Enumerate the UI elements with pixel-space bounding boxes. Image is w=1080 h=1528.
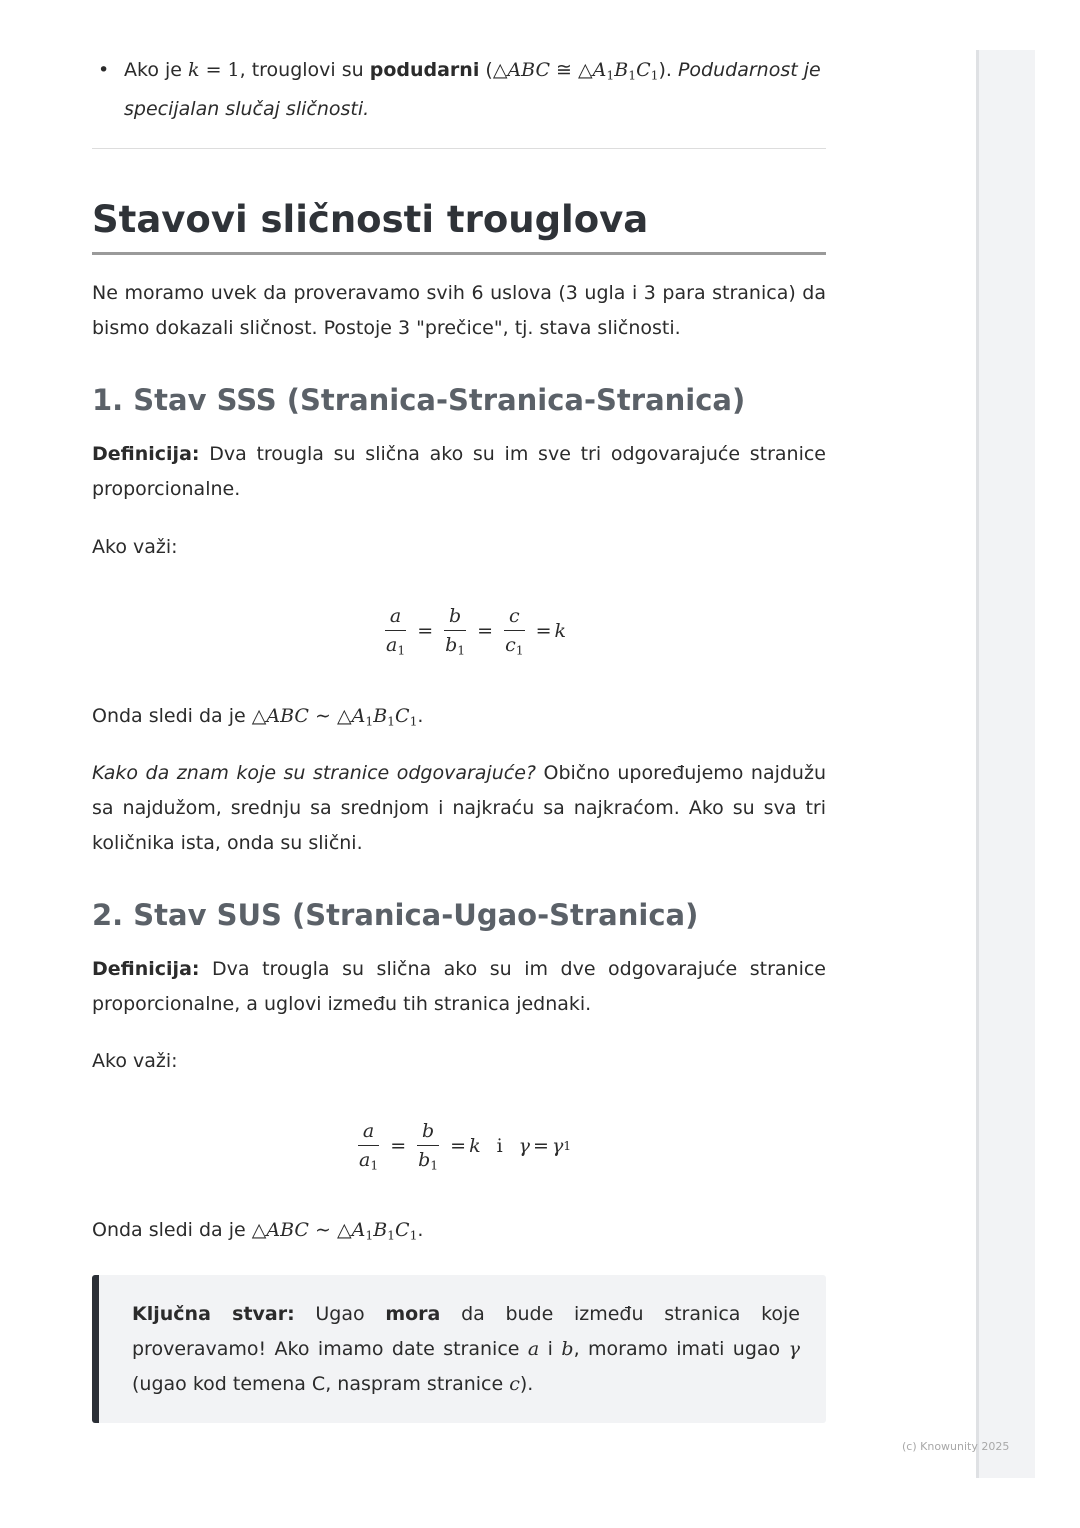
sub-1: 1 bbox=[457, 643, 466, 658]
similar-symbol: ∼ bbox=[315, 1219, 331, 1241]
vertex-a: A bbox=[351, 1219, 366, 1241]
fraction-a bbox=[354, 1120, 383, 1173]
den bbox=[381, 631, 410, 658]
explanation-text: Obično upoređujemo najdužu sa najdužom, srednju sa srednjom i najkraću sa najkraćom. Ako su sva tri količnika ista, onda su slični. bbox=[92, 762, 826, 854]
triangle-symbol: △ bbox=[251, 705, 267, 727]
k-var: k bbox=[469, 1135, 481, 1158]
vertex-b: B bbox=[373, 1219, 388, 1241]
vertex-b: B bbox=[614, 59, 629, 81]
triangle-symbol: △ bbox=[336, 1219, 352, 1241]
den-var: c bbox=[505, 634, 516, 656]
sub-1: 1 bbox=[387, 714, 396, 729]
equals: = bbox=[535, 620, 552, 643]
k-var: k bbox=[554, 620, 567, 643]
gamma: γ bbox=[788, 1338, 800, 1360]
bullet-prefix: Ako je bbox=[124, 59, 182, 81]
congruent-symbol: ≅ bbox=[550, 59, 579, 81]
den-var: b bbox=[445, 634, 458, 656]
num: b bbox=[444, 605, 466, 631]
num: b bbox=[417, 1120, 439, 1146]
equals: = bbox=[477, 620, 494, 643]
callout-t1: Ugao bbox=[315, 1303, 365, 1325]
sus-definition bbox=[92, 952, 826, 1022]
sss-heading: 1. Stav SSS (Stranica-Stranica-Stranica) bbox=[92, 383, 746, 417]
sub-1: 1 bbox=[365, 1228, 374, 1243]
equals: = bbox=[533, 1135, 549, 1158]
sub-1: 1 bbox=[409, 1228, 418, 1243]
right-sidebar bbox=[976, 50, 1035, 1478]
callout-text bbox=[132, 1297, 800, 1402]
equals: = bbox=[390, 1135, 407, 1158]
sub-1: 1 bbox=[650, 68, 659, 83]
sub-1: 1 bbox=[387, 1228, 396, 1243]
callout-t4: (ugao kod temena C, naspram stranice bbox=[132, 1373, 504, 1395]
onda-text: Onda sledi da je bbox=[92, 705, 246, 727]
period: . bbox=[417, 705, 424, 727]
vertex-c: C bbox=[636, 59, 651, 81]
sss-explanation bbox=[92, 756, 826, 861]
callout-t2: da bude između stranica koje proveravamo! Ako imamo date stranice bbox=[132, 1303, 800, 1360]
vertex-a: A bbox=[351, 705, 366, 727]
intro-paragraph: Ne moramo uvek da proveravamo svih 6 uslova (3 ugla i 3 para stranica) da bismo dokazali sličnost. Postoje 3 "prečice", tj. stava sličnosti. bbox=[92, 282, 826, 339]
callout-t3: , moramo imati ugao bbox=[573, 1338, 781, 1360]
sub-1: 1 bbox=[563, 1139, 572, 1154]
callout-t5: ). bbox=[519, 1373, 534, 1395]
bullet-dot: • bbox=[98, 59, 110, 81]
sus-heading: 2. Stav SUS (Stranica-Ugao-Stranica) bbox=[92, 898, 699, 932]
sub-1: 1 bbox=[515, 643, 524, 658]
den bbox=[440, 631, 470, 658]
sus-conclusion bbox=[92, 1213, 826, 1254]
den bbox=[413, 1146, 443, 1173]
fraction-c bbox=[500, 605, 529, 658]
sus-formula bbox=[350, 1120, 571, 1173]
sss-definition bbox=[92, 437, 826, 507]
definition-text: Dva trougla su slična ako su im sve tri odgovarajuće stranice proporcionalne. bbox=[92, 443, 826, 500]
definition-text: Dva trougla su slična ako su im dve odgovarajuće stranice proporcionalne, a uglovi između tih stranica jednaki. bbox=[92, 958, 827, 1015]
paren-close: ). bbox=[658, 59, 672, 81]
den bbox=[354, 1146, 383, 1173]
vertex-a: A bbox=[592, 59, 607, 81]
sub-1: 1 bbox=[409, 714, 418, 729]
sub-1: 1 bbox=[430, 1158, 439, 1173]
footer-copyright: (c) Knowunity 2025 bbox=[902, 1440, 1010, 1453]
vertex-b: B bbox=[373, 705, 388, 727]
triangle-symbol: △ bbox=[251, 1219, 267, 1241]
den-var: a bbox=[359, 1149, 371, 1171]
and-word: i bbox=[547, 1338, 553, 1360]
abc: ABC bbox=[266, 705, 309, 727]
vertex-c: C bbox=[395, 1219, 410, 1241]
k-value: = 1 bbox=[199, 59, 240, 81]
den bbox=[500, 631, 529, 658]
fraction-b bbox=[413, 1120, 443, 1173]
var-c: c bbox=[509, 1373, 520, 1395]
callout-label: Ključna stvar: bbox=[132, 1303, 295, 1325]
triangle-symbol: △ bbox=[336, 705, 352, 727]
den-var: b bbox=[418, 1149, 431, 1171]
similar-symbol: ∼ bbox=[315, 705, 331, 727]
bullet-bold: podudarni bbox=[369, 59, 480, 81]
callout-mora: mora bbox=[385, 1303, 441, 1325]
sub-1: 1 bbox=[628, 68, 637, 83]
var-a: a bbox=[527, 1338, 540, 1360]
sss-formula bbox=[377, 605, 566, 658]
sus-ako: Ako važi: bbox=[92, 1050, 178, 1072]
equals: = bbox=[450, 1135, 467, 1158]
sss-conclusion bbox=[92, 699, 826, 740]
sss-ako: Ako važi: bbox=[92, 536, 178, 558]
gamma: γ bbox=[551, 1135, 564, 1158]
abc: ABC bbox=[266, 1219, 309, 1241]
and-word: i bbox=[496, 1135, 503, 1158]
gamma: γ bbox=[518, 1135, 531, 1158]
num: a bbox=[358, 1120, 379, 1146]
fraction-b bbox=[440, 605, 470, 658]
paren-open: ( bbox=[479, 59, 493, 81]
definition-label: Definicija: bbox=[92, 958, 200, 980]
num: a bbox=[385, 605, 406, 631]
divider bbox=[92, 148, 826, 149]
sub-1: 1 bbox=[365, 714, 374, 729]
den-var: a bbox=[386, 634, 398, 656]
fraction-a bbox=[381, 605, 410, 658]
triangle-symbol: △ bbox=[492, 59, 508, 81]
bullet-congruence bbox=[92, 54, 826, 126]
num: c bbox=[504, 605, 525, 631]
vertex-c: C bbox=[395, 705, 410, 727]
equals: = bbox=[417, 620, 434, 643]
period: . bbox=[417, 1219, 424, 1241]
sub-1: 1 bbox=[370, 1158, 379, 1173]
abc: ABC bbox=[507, 59, 551, 81]
sub-1: 1 bbox=[397, 643, 406, 658]
key-point-callout bbox=[92, 1275, 826, 1423]
var-b: b bbox=[561, 1338, 574, 1360]
k-var: k bbox=[188, 59, 200, 81]
question-italic: Kako da znam koje su stranice odgovarajuće? bbox=[92, 762, 536, 784]
page-title: Stavovi sličnosti trouglova bbox=[92, 196, 826, 255]
sub-1: 1 bbox=[606, 68, 615, 83]
definition-label: Definicija: bbox=[92, 443, 200, 465]
onda-text: Onda sledi da je bbox=[92, 1219, 246, 1241]
bullet-italic: Podudarnost je specijalan slučaj sličnosti. bbox=[124, 59, 821, 120]
bullet-mid: , trouglovi su bbox=[239, 59, 364, 81]
triangle-symbol: △ bbox=[578, 59, 593, 81]
